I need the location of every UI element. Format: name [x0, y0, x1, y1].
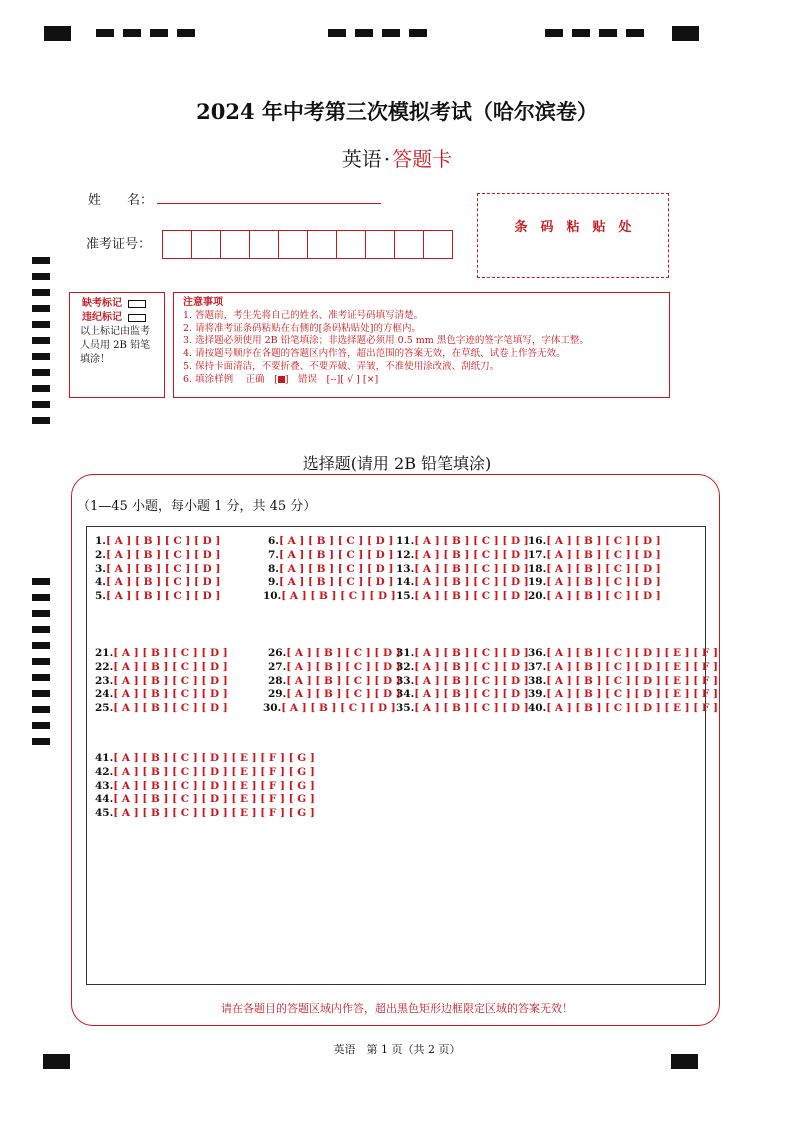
answer-bubbles[interactable]: [ A ] [ B ] [ C ] [ D ] [113, 647, 228, 659]
page-footer: 英语 第 1 页（共 2 页） [333, 1043, 461, 1056]
question-number: 14. [396, 576, 415, 589]
question-number: 28. [268, 674, 287, 687]
notice-item: 1. 答题前，考生先将自己的姓名、准考证号码填写清楚。 [183, 309, 424, 321]
mark-note-line: 人员用 2B 铅笔 [80, 340, 151, 351]
answer-bubbles[interactable]: [ A ] [ B ] [ C ] [ D ] [ E ] [ F ] [ G ] [113, 765, 315, 778]
answer-bubbles[interactable]: [ A ] [ B ] [ C ] [ D ] [286, 688, 401, 701]
answer-bubbles[interactable]: [ A ] [ B ] [ C ] [ D ] [105, 535, 221, 547]
answer-bubbles[interactable]: [ A ] [ B ] [ C ] [ D ] [ E ] [ F ] [ G ] [113, 752, 315, 764]
question-number: 45. [95, 807, 114, 820]
question-5 [95, 589, 220, 603]
question-33 [396, 674, 529, 688]
question-number: 27. [268, 660, 287, 673]
timing-mark-top [123, 29, 141, 37]
answer-bubbles[interactable]: [ A ] [ B ] [ C ] [ D ] [113, 702, 228, 715]
question-number: 17. [528, 548, 547, 561]
question-number: 22. [95, 660, 114, 673]
answer-bubbles[interactable]: [ A ] [ B ] [ C ] [ D ] [414, 535, 529, 547]
question-15 [396, 589, 529, 603]
answer-bubbles[interactable]: [ A ] [ B ] [ C ] [ D ] [414, 688, 529, 701]
timing-mark-side [32, 305, 50, 312]
question-number: 1. [95, 535, 106, 547]
answer-bubbles[interactable]: [ A ] [ B ] [ C ] [ D ] [ E ] [ F ] [546, 688, 718, 701]
notice-item: 4. 请按题号顺序在各题的答题区内作答，超出范围的答案无效，在草纸、试卷上作答无效。 [183, 348, 566, 360]
answer-bubbles[interactable]: [ A ] [ B ] [ C ] [ D ] [ E ] [ F ] [546, 674, 718, 687]
answer-bubbles[interactable]: [ A ] [ B ] [ C ] [ D ] [286, 647, 401, 659]
question-36 [528, 646, 718, 660]
question-number: 30. [263, 702, 282, 715]
answer-bubbles[interactable]: [ A ] [ B ] [ C ] [ D ] [286, 660, 401, 673]
exam-id-digit-box[interactable] [423, 230, 453, 259]
question-number: 26. [268, 647, 287, 659]
timing-mark-top [177, 29, 195, 37]
question-number: 6. [268, 535, 279, 547]
timing-mark-side [32, 658, 50, 665]
question-9 [268, 575, 393, 589]
question-11 [396, 534, 529, 548]
answer-area-warning: 请在各题目的答题区域内作答，超出黑色矩形边框限定区域的答案无效！ [221, 1002, 573, 1015]
question-number: 3. [95, 562, 106, 575]
corner-mark-top-right [672, 26, 699, 41]
question-2 [95, 548, 220, 562]
question-number: 19. [528, 576, 547, 589]
answer-bubbles[interactable]: [ A ] [ B ] [ C ] [ D ] [ E ] [ F ] [546, 660, 718, 673]
question-number: 4. [95, 576, 106, 589]
notice-box [173, 292, 670, 398]
answer-bubbles[interactable]: [ A ] [ B ] [ C ] [ D ] [ E ] [ F ] [ G ] [113, 807, 315, 820]
question-number: 24. [95, 688, 114, 701]
timing-mark-top [96, 29, 114, 37]
question-19 [528, 575, 661, 589]
timing-mark-side [32, 321, 50, 328]
answer-bubbles[interactable]: [ A ] [ B ] [ C ] [ D ] [105, 590, 221, 603]
answer-bubbles[interactable]: [ A ] [ B ] [ C ] [ D ] [414, 562, 529, 575]
question-41 [95, 751, 315, 765]
question-18 [528, 562, 661, 576]
question-number: 9. [268, 576, 279, 589]
answer-bubbles[interactable]: [ A ] [ B ] [ C ] [ D ] [414, 674, 529, 687]
answer-bubbles[interactable]: [ A ] [ B ] [ C ] [ D ] [278, 576, 394, 589]
timing-mark-top [328, 29, 346, 37]
question-8 [268, 562, 393, 576]
absent-mark-label: 缺考标记 [82, 298, 122, 309]
question-number: 20. [528, 590, 547, 603]
question-3 [95, 562, 220, 576]
answer-bubbles[interactable]: [ A ] [ B ] [ C ] [ D ] [546, 548, 661, 561]
question-number: 7. [268, 548, 279, 561]
question-40 [528, 701, 718, 715]
name-field[interactable] [157, 203, 381, 204]
timing-mark-top [572, 29, 590, 37]
question-6 [268, 534, 393, 548]
question-45 [95, 806, 315, 820]
notice-item-sample [183, 374, 669, 387]
card-label: 答题卡 [392, 147, 453, 171]
question-number: 43. [95, 779, 114, 792]
timing-mark-side [32, 401, 50, 408]
question-number: 2. [95, 548, 106, 561]
question-39 [528, 687, 718, 701]
question-number: 42. [95, 765, 114, 778]
exam-id-label: 准考证号： [86, 237, 152, 252]
question-38 [528, 674, 718, 688]
answer-bubbles[interactable]: [ A ] [ B ] [ C ] [ D ] [105, 548, 221, 561]
timing-mark-side [32, 369, 50, 376]
answer-bubbles[interactable]: [ A ] [ B ] [ C ] [ D ] [113, 688, 228, 701]
question-number: 12. [396, 548, 415, 561]
question-34 [396, 687, 529, 701]
question-number: 18. [528, 562, 547, 575]
timing-mark-side [32, 594, 50, 601]
exam-id-digit-box[interactable] [220, 230, 249, 259]
section-title: 选择题(请用 2B 铅笔填涂) [302, 454, 492, 473]
question-number: 13. [396, 562, 415, 575]
subtitle-separator: · [383, 147, 391, 171]
question-number: 37. [528, 660, 547, 673]
absent-mark-row [70, 297, 164, 311]
question-number: 36. [528, 647, 547, 659]
timing-mark-side [32, 273, 50, 280]
notice-item: 2. 请将准考证条码粘贴在右侧的[条码粘贴处]的方框内。 [183, 322, 421, 334]
question-number: 29. [268, 688, 287, 701]
question-17 [528, 548, 661, 562]
question-number: 31. [396, 647, 415, 659]
proctor-mark-box [69, 292, 165, 398]
answer-bubbles[interactable]: [ A ] [ B ] [ C ] [ D ] [ E ] [ F ] [546, 647, 718, 659]
question-44 [95, 792, 315, 806]
question-26 [268, 646, 401, 660]
question-12 [396, 548, 529, 562]
timing-mark-top [150, 29, 168, 37]
question-number: 16. [528, 535, 547, 547]
question-14 [396, 575, 529, 589]
question-31 [396, 646, 529, 660]
question-number: 39. [528, 688, 547, 701]
page-subtitle [0, 143, 794, 172]
question-10 [263, 589, 396, 603]
section-hint: （1—45 小题，每小题 1 分，共 45 分） [77, 499, 317, 514]
timing-mark-side [32, 289, 50, 296]
timing-mark-side [32, 738, 50, 745]
timing-mark-side [32, 642, 50, 649]
question-21 [95, 646, 228, 660]
question-35 [396, 701, 529, 715]
question-number: 15. [396, 590, 415, 603]
answer-bubbles[interactable]: [ A ] [ B ] [ C ] [ D ] [414, 590, 529, 603]
timing-mark-side [32, 610, 50, 617]
exam-id-digit-box[interactable] [162, 230, 191, 259]
question-42 [95, 765, 315, 779]
question-number: 11. [396, 535, 415, 547]
question-number: 33. [396, 674, 415, 687]
absent-mark-checkbox[interactable] [128, 300, 146, 308]
question-number: 10. [263, 590, 282, 603]
timing-mark-side [32, 690, 50, 697]
sample-suffix: ] 错误 [--][ √ ] [×] [284, 373, 379, 385]
answer-bubbles[interactable]: [ A ] [ B ] [ C ] [ D ] [ E ] [ F ] [ G ] [113, 793, 315, 806]
answer-bubbles[interactable]: [ A ] [ B ] [ C ] [ D ] [281, 702, 396, 715]
timing-mark-side [32, 626, 50, 633]
answer-bubbles[interactable]: [ A ] [ B ] [ C ] [ D ] [ E ] [ F ] [ G ] [113, 779, 315, 792]
exam-id-digit-box[interactable] [191, 230, 220, 259]
timing-mark-side [32, 353, 50, 360]
answer-bubbles[interactable]: [ A ] [ B ] [ C ] [ D ] [113, 674, 228, 687]
name-label: 姓 名： [88, 193, 154, 208]
violation-mark-label: 违纪标记 [82, 312, 122, 323]
question-number: 34. [396, 688, 415, 701]
question-32 [396, 660, 529, 674]
question-number: 32. [396, 660, 415, 673]
question-16 [528, 534, 661, 548]
answer-bubbles[interactable]: [ A ] [ B ] [ C ] [ D ] [546, 576, 661, 589]
timing-mark-top [545, 29, 563, 37]
exam-id-digit-box[interactable] [394, 230, 423, 259]
timing-mark-side [32, 722, 50, 729]
subject-name: 英语 [341, 147, 382, 171]
violation-mark-checkbox[interactable] [128, 314, 146, 322]
timing-mark-side [32, 706, 50, 713]
question-24 [95, 687, 228, 701]
question-7 [268, 548, 393, 562]
question-20 [528, 589, 661, 603]
question-number: 23. [95, 674, 114, 687]
timing-mark-side [32, 257, 50, 264]
question-number: 21. [95, 647, 114, 659]
question-22 [95, 660, 228, 674]
notice-item: 3. 选择题必须使用 2B 铅笔填涂；非选择题必须用 0.5 mm 黑色字迹的签字笔填写，字体工整。 [183, 335, 589, 347]
question-23 [95, 674, 228, 688]
question-number: 41. [95, 752, 114, 764]
timing-mark-top [409, 29, 427, 37]
question-13 [396, 562, 529, 576]
question-29 [268, 687, 401, 701]
answer-bubbles[interactable]: [ A ] [ B ] [ C ] [ D ] [113, 660, 228, 673]
question-4 [95, 575, 220, 589]
question-number: 38. [528, 674, 547, 687]
question-number: 44. [95, 793, 114, 806]
timing-mark-side [32, 337, 50, 344]
question-28 [268, 674, 401, 688]
answer-bubbles[interactable]: [ A ] [ B ] [ C ] [ D ] [286, 674, 401, 687]
answer-bubbles[interactable]: [ A ] [ B ] [ C ] [ D ] [546, 590, 661, 603]
answer-bubbles[interactable]: [ A ] [ B ] [ C ] [ D ] [414, 647, 529, 659]
question-number: 5. [95, 590, 106, 603]
corner-mark-top-left [44, 26, 71, 41]
exam-id-digit-box[interactable] [307, 230, 336, 259]
question-25 [95, 701, 228, 715]
violation-mark-row [70, 311, 164, 325]
mark-note-line: 填涂！ [80, 354, 110, 365]
timing-mark-side [32, 385, 50, 392]
question-number: 8. [268, 562, 279, 575]
timing-mark-side [32, 417, 50, 424]
mark-note-line: 以上标记由监考 [80, 326, 150, 337]
question-27 [268, 660, 401, 674]
question-number: 35. [396, 702, 415, 715]
barcode-area [477, 193, 669, 278]
question-number: 40. [528, 702, 547, 715]
answer-bubbles[interactable]: [ A ] [ B ] [ C ] [ D ] [414, 660, 529, 673]
filled-sample-icon [278, 376, 285, 383]
question-number: 25. [95, 702, 114, 715]
timing-mark-side [32, 674, 50, 681]
answer-bubbles[interactable]: [ A ] [ B ] [ C ] [ D ] [281, 590, 396, 603]
answer-bubbles[interactable]: [ A ] [ B ] [ C ] [ D ] [278, 548, 394, 561]
answer-bubbles[interactable]: [ A ] [ B ] [ C ] [ D ] [414, 702, 529, 715]
notice-heading: 注意事项 [183, 297, 223, 308]
answer-bubbles[interactable]: [ A ] [ B ] [ C ] [ D ] [546, 562, 661, 575]
answer-bubbles[interactable]: [ A ] [ B ] [ C ] [ D ] [546, 535, 661, 547]
timing-mark-top [355, 29, 373, 37]
answer-bubbles[interactable]: [ A ] [ B ] [ C ] [ D ] [414, 548, 529, 561]
timing-mark-top [599, 29, 617, 37]
answer-bubbles[interactable]: [ A ] [ B ] [ C ] [ D ] [278, 562, 394, 575]
exam-id-digit-box[interactable] [336, 230, 365, 259]
timing-mark-top [626, 29, 644, 37]
answer-bubbles[interactable]: [ A ] [ B ] [ C ] [ D ] [ E ] [ F ] [546, 702, 718, 715]
exam-id-boxes[interactable] [162, 230, 453, 259]
page-title: 2024 年中考第三次模拟考试（哈尔滨卷） [196, 99, 598, 124]
sample-prefix: 6. 填涂样例 正确 [ [183, 373, 278, 385]
answer-bubbles[interactable]: [ A ] [ B ] [ C ] [ D ] [105, 562, 221, 575]
question-37 [528, 660, 718, 674]
question-43 [95, 779, 315, 793]
exam-id-digit-box[interactable] [278, 230, 307, 259]
question-1 [95, 534, 220, 548]
exam-id-digit-box[interactable] [365, 230, 394, 259]
answer-bubbles[interactable]: [ A ] [ B ] [ C ] [ D ] [105, 576, 221, 589]
notice-item: 5. 保持卡面清洁，不要折叠、不要弄破、弄皱，不准使用涂改液、刮纸刀。 [183, 360, 500, 372]
timing-mark-side [32, 578, 50, 585]
timing-mark-top [382, 29, 400, 37]
answer-bubbles[interactable]: [ A ] [ B ] [ C ] [ D ] [414, 576, 529, 589]
question-30 [263, 701, 396, 715]
barcode-label: 条码粘贴处 [514, 220, 645, 235]
exam-id-digit-box[interactable] [249, 230, 278, 259]
answer-bubbles[interactable]: [ A ] [ B ] [ C ] [ D ] [278, 535, 394, 547]
